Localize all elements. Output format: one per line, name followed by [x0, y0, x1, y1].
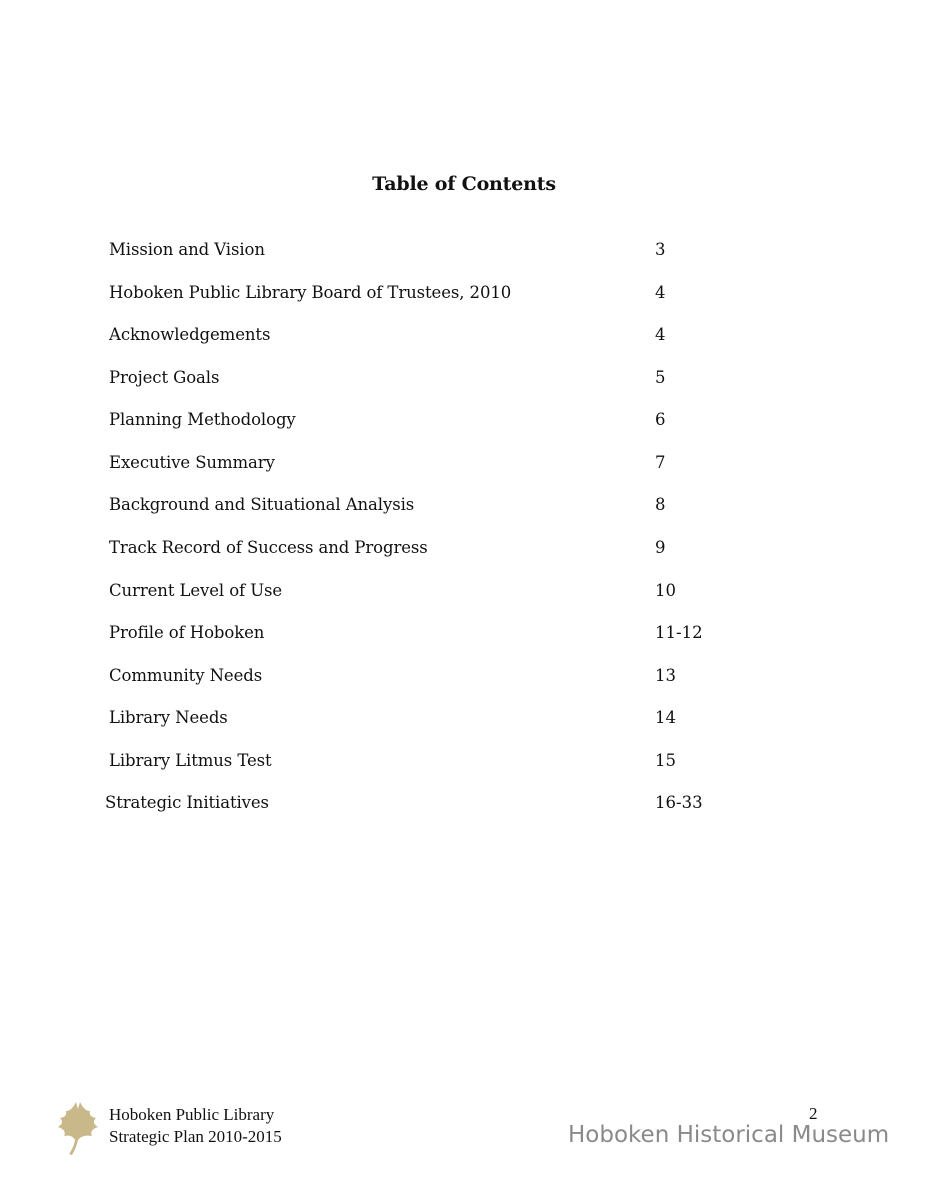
- toc-entry-label: Profile of Hoboken: [109, 623, 265, 642]
- toc-entry-label: Planning Methodology: [109, 410, 296, 429]
- toc-entry-page: 15: [655, 751, 676, 770]
- toc-entry-label: Mission and Vision: [109, 240, 265, 259]
- toc-entry-page: 14: [655, 708, 676, 727]
- toc-entry-label: Library Needs: [109, 708, 228, 727]
- toc-entry-page: 13: [655, 666, 676, 685]
- watermark: Hoboken Historical Museum: [568, 1122, 890, 1148]
- toc-entry: [0, 495, 928, 519]
- toc-entry-page: 4: [655, 283, 666, 302]
- toc-entry-page: 5: [655, 368, 666, 387]
- toc-entry: [0, 240, 928, 264]
- toc-entry-page: 16-33: [655, 793, 703, 812]
- toc-entry-label: Acknowledgements: [109, 325, 271, 344]
- toc-entry-page: 11-12: [655, 623, 703, 642]
- toc-entry-page: 7: [655, 453, 666, 472]
- toc-entry-label: Library Litmus Test: [109, 751, 272, 770]
- toc-entry: [0, 410, 928, 434]
- toc-entry-page: 3: [655, 240, 666, 259]
- toc-entry: [0, 666, 928, 690]
- toc-entry: [0, 453, 928, 477]
- toc-entry: [0, 793, 928, 817]
- toc-entry-label: Track Record of Success and Progress: [109, 538, 428, 557]
- toc-entry-page: 6: [655, 410, 666, 429]
- toc-entry-page: 9: [655, 538, 666, 557]
- footer-publication: [109, 1104, 282, 1148]
- page-title: Table of Contents: [372, 173, 556, 195]
- toc-entry-page: 8: [655, 495, 666, 514]
- footer-line-plan: Strategic Plan 2010-2015: [109, 1127, 282, 1146]
- toc-entry: [0, 751, 928, 775]
- toc-entry: [0, 623, 928, 647]
- toc-entry-label: Executive Summary: [109, 453, 275, 472]
- toc-entry-label: Project Goals: [109, 368, 220, 387]
- toc-entry: [0, 283, 928, 307]
- toc-entry: [0, 708, 928, 732]
- toc-entry-page: 10: [655, 581, 676, 600]
- toc-entry-label: Strategic Initiatives: [105, 793, 269, 812]
- toc-entry-label: Background and Situational Analysis: [109, 495, 415, 514]
- page-number: 2: [809, 1104, 818, 1123]
- toc-entry: [0, 538, 928, 562]
- leaf-logo-icon: [52, 1098, 104, 1158]
- toc-entry-label: Community Needs: [109, 666, 263, 685]
- toc-entry: [0, 368, 928, 392]
- toc-entry-label: Current Level of Use: [109, 581, 283, 600]
- footer-line-library: Hoboken Public Library: [109, 1105, 275, 1124]
- toc-entry: [0, 325, 928, 349]
- toc-entry-page: 4: [655, 325, 666, 344]
- toc-entry-label: Hoboken Public Library Board of Trustees, 2010: [109, 283, 512, 302]
- toc-entry: [0, 581, 928, 605]
